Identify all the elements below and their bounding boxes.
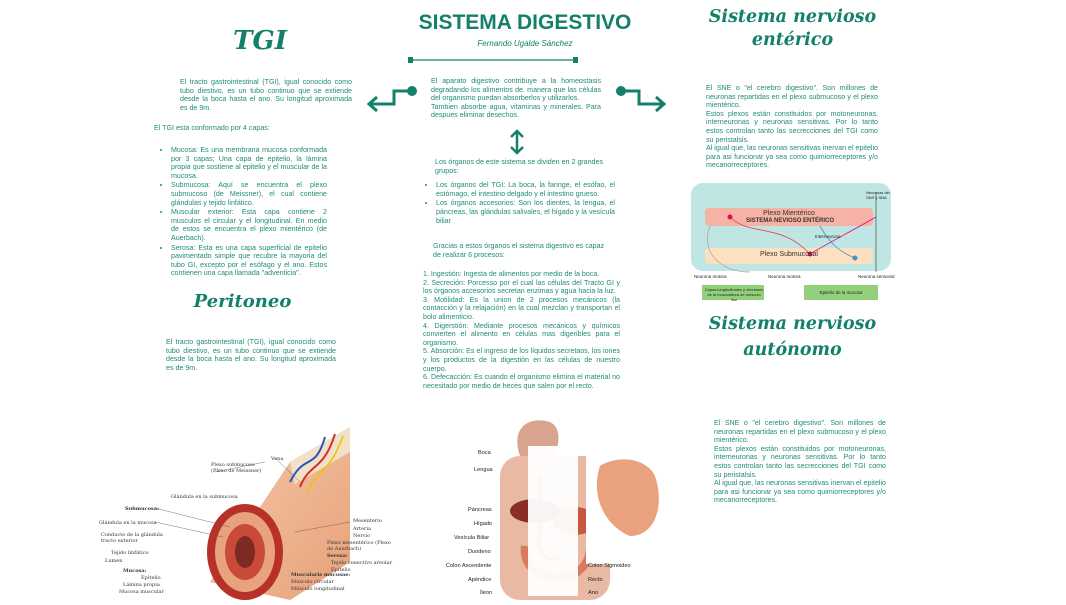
- left-connector-arrow-icon: [364, 82, 420, 112]
- body-label: Ano: [588, 590, 598, 596]
- list-item: • Los órganos accesorios: Son los dientes, la lengua, el páncreas, las glándulas salivales, el hígado y la vesícula biliar: [436, 199, 615, 225]
- tube-label: Músculo circular: [291, 579, 334, 585]
- tube-label: Tejido conectivo areolar: [331, 560, 392, 566]
- interneurona-label: Interneurona: [815, 234, 841, 239]
- tube-label: Nervio: [353, 533, 371, 539]
- neurona-sensorial-label: Neurona sensorial: [858, 274, 895, 279]
- gi-tube-illustration: [95, 412, 395, 600]
- tube-label: Lumen: [105, 558, 123, 564]
- enteric-nervous-system-diagram: [690, 182, 900, 302]
- intro-paragraph: El aparato digestivo contribuye a la homeostasis degradando los alimentos de. manera que las células del organismo puedan absorberlos y utilizarlos.: [431, 77, 601, 103]
- list-item: 6. Defecacción: Es cuando el organismo elimina el material no necesitado por medio de heces que salen por el recto.: [423, 373, 620, 390]
- list-item: 4. Digerstión: Mediante procesos mecánicos y químicos convierten el alimento en células mas digeribles para el organismo.: [423, 321, 620, 347]
- sna-text: [714, 419, 886, 505]
- intro-paragraph-2: Tambien absorbe agua, vitaminas y minerales. Para despues eliminar desechos.: [431, 102, 601, 120]
- right-connector-arrow-icon: [613, 82, 669, 112]
- sna-title-line-1: Sistema nervioso: [708, 314, 877, 334]
- peritoneo-title: Peritoneo: [193, 291, 292, 312]
- tube-label: Músculo longitudinal: [291, 586, 345, 592]
- sne-paragraph-2: Estos plexos están constituidos por motoneuronas, interneuronas y neuronas sensitivas. Por lo tanto estos controlan tanto las secrecciones del TGI como su peristalsis.: [706, 109, 878, 144]
- body-label: Lengua: [474, 467, 493, 473]
- list-item: • Serosa: Esta es una capa superficial de epitelio pavimentado simple que recubre la mayoria del tubo GI, excepto por el esófago y el ano. Estos contienen una capa llamada "adventicia".: [171, 244, 327, 278]
- enteric-diagram-svg: [690, 182, 900, 302]
- sna-paragraph-2: Estos plexos están constituidos por motoneuronas, interneuronas y neuronas sensitivas. Por lo tanto estos controlan tanto las secrecciones del TGI como su peristalsis.: [714, 444, 886, 479]
- neurona-motora-label-2: Neurona motora: [768, 274, 801, 279]
- process-intro: Gracias a estos órganos el sistema digestivo es capaz de realizar 6 procesos:: [433, 242, 605, 259]
- tube-label: Glándula en la mucosa: [99, 520, 157, 526]
- body-label: Duodeno: [468, 549, 491, 555]
- tube-label: Conducto de la glándula tracto exterior: [101, 532, 163, 544]
- plexo-mienterico-label: Plexo Mientérico: [763, 210, 815, 217]
- body-label: Páncreas: [468, 507, 492, 513]
- tube-label: Mucosa:: [123, 568, 147, 574]
- tube-label: Glándula en la submucosa: [171, 494, 238, 500]
- tube-label: Lámina propia: [123, 582, 160, 588]
- neurona-motora-label: Neurona motora: [694, 274, 727, 279]
- tube-label: Arteria: [353, 526, 371, 532]
- tube-label: Epitelio: [331, 567, 351, 573]
- sna-title: [690, 311, 895, 363]
- list-item: 2. Secreción: Porcesso por el cual las células del Tracto GI y los órganos accesorios secretan enzimas y agua hacia la luz.: [423, 278, 620, 296]
- sna-neurons-label: Neuronas del SNS y SNA: [866, 190, 890, 200]
- body-label: Íleon: [480, 590, 493, 596]
- tgi-title: TGI: [233, 26, 287, 56]
- organ-groups-list: [425, 181, 615, 225]
- list-item: 1. Ingestión: Ingesta de alimentos por medio de la boca.: [423, 270, 600, 278]
- body-label: Vesícula Biliar: [454, 535, 490, 541]
- sne-text: [706, 84, 878, 170]
- tube-label: Epitelio: [141, 575, 161, 581]
- body-label: Boca: [478, 450, 491, 456]
- body-label: Hígado: [474, 521, 493, 527]
- process-list: [423, 270, 620, 390]
- sne-title-line-2: entérico: [751, 30, 834, 50]
- tube-label: Plexo mesentérico (Plexo de Auerbach): [327, 540, 391, 552]
- tube-label: Mesenterio: [353, 518, 382, 524]
- tube-label: Vena: [271, 456, 284, 462]
- body-label: Recto: [588, 577, 603, 583]
- main-title: SISTEMA DIGESTIVO: [418, 11, 632, 34]
- organs-intro: Los órganos de este sistema se dividen en 2 grandes grupos:: [435, 158, 603, 175]
- muscle-layers-box: Capas longitudinales y circulares de la musculatura de músculo liso: [704, 287, 764, 302]
- list-item: • Submucosa: Aquí se encuentra el plexo submucoso (de Meissner), el cual contiene glándulas y tejido linfático.: [171, 181, 327, 207]
- tube-label: Plexo submucoso (Plexo de Meissner): [211, 462, 262, 474]
- tube-label: Serosa:: [327, 553, 348, 559]
- sne-paragraph: El SNE o "el cerebro digestivo". Son millones de neuronas repartidas en el plexo submucoso y el plexo mientérico.: [706, 84, 878, 110]
- digestive-body-illustration: [440, 416, 670, 600]
- sna-paragraph: El SNE o "el cerebro digestivo". Son millones de neuronas repartidas en el plexo submucoso y el plexo mientérico.: [714, 419, 886, 445]
- double-arrow-icon: [508, 128, 526, 156]
- list-item: • Muscular exterior: Esta capa contiene 2 musculos el circular y el longitudinal. En medio de estos se encuentra el plexo mientérico (de Auerbach).: [171, 208, 327, 242]
- list-item: • Mucosa: Es una membrana mucosa conformada por 3 capas; Una capa de epitelio, la lámina propia que sostiene al epitelio y el muscular de la mucosa.: [171, 146, 327, 180]
- tube-label: Mucosa muscular: [119, 589, 164, 595]
- layers-list: [160, 146, 327, 279]
- tube-label: Muscularis mucosae:: [291, 572, 351, 578]
- enteric-diagram-title: SISTEMA NEVIOSO ENTÉRICO: [745, 218, 835, 224]
- author-name: Fernando Ugalde Sánchez: [477, 39, 573, 48]
- tube-label: Tejido linfático: [111, 550, 149, 556]
- body-label: Apéndice: [468, 577, 492, 583]
- sne-title-line-1: Sistema nervioso: [708, 7, 877, 27]
- organs-section: [425, 158, 615, 226]
- list-item: 5. Absorción: Es el ingreso de los líquidos secretaos, los iones y los productos de la digestión en las células de nuestro cuerpo.: [423, 347, 620, 373]
- title-underline: [408, 55, 578, 65]
- peritoneo-text: El tracto gastrointestinal (TGI), igual conocido como tubo diestivo, es un tubo continuo que se extiende desde la boca hasta el ano. Su longitud aproximada es de 9m.: [166, 338, 336, 372]
- body-label: Colon Sigmoideo: [588, 563, 631, 569]
- plexo-submucosal-label: Plexo Submucosal: [760, 251, 818, 258]
- list-item: • Los órganos del TGI: La boca, la faringe, el esófao, el estómago, el intestino delgado y el intestino grueso.: [436, 181, 615, 198]
- sna-paragraph-3: Al igual que, las neuronas sensitivas inervan el epitelio para asi funcionar ya sea como quimiorreceptores y/o mecanorreceptores.: [714, 479, 886, 505]
- tube-label: Submucosa:: [125, 506, 159, 512]
- body-label: Colon Ascendente: [446, 563, 492, 569]
- sne-paragraph-3: Al igual que, las neuronas sensitivas inervan el epitelio para asi funcionar ya sea como quimiorreceptores y/o mecanorreceptores.: [706, 144, 878, 170]
- layers-intro: El TGI esta conformado por 4 capas:: [154, 124, 270, 132]
- sna-title-line-2: autónomo: [743, 340, 842, 360]
- list-item: 3. Motilidad: Es la union de 2 procesos mecánicos (la contacción y la relajación) en la cual mezclan y transportan el bolo alimenticio.: [423, 295, 620, 321]
- intro-text: [431, 77, 601, 120]
- tgi-intro: El tracto gastrointestinal (TGI), igual conocido como tubo diestivo, es un tubo continuo que se extiende desde la boca hasta el ano. Su longitud aproximada es de 9m.: [180, 78, 352, 112]
- sne-title: [690, 6, 895, 52]
- epithelium-box: Epitelio de la mucosa: [819, 290, 863, 295]
